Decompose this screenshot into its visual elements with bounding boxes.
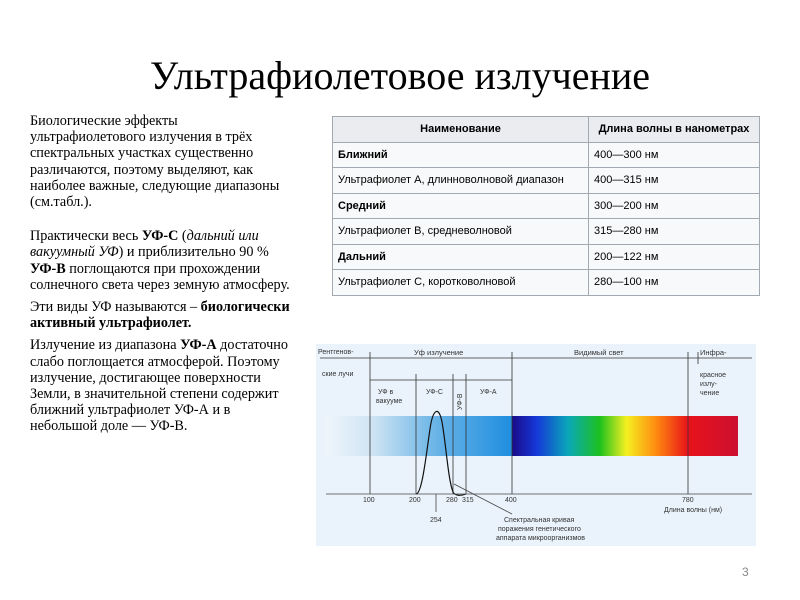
uva-term: УФ-А [180, 337, 217, 354]
text-span: поглощаются при прохождении солнечного света через земную атмосферу. [30, 260, 290, 293]
band-uvb-label: УФ-В [457, 393, 464, 410]
column-header-wavelength: Длина волны в нанометрах [589, 117, 760, 143]
row-range-cell: 315—280 нм [589, 219, 760, 245]
page-number: 3 [742, 565, 749, 579]
text-span: достаточно слабо поглощается атмосферой. Поэтому излучение, достигающее поверхности Земли, в значительной степени содержит ближний ультрафиолет УФ-А и в небольшой доле — УФ-В. [30, 337, 288, 435]
table-header-row [333, 117, 760, 143]
band-uva-label: УФ-А [480, 389, 497, 396]
row-range-cell: 200—122 нм [589, 244, 760, 270]
spectrum-figure [316, 344, 756, 546]
tick-label: 780 [682, 497, 694, 504]
table-row [333, 244, 760, 270]
table-row [333, 168, 760, 194]
band-vacuum-label: вакууме [376, 398, 403, 405]
text-span: ( [178, 228, 187, 245]
spectrum-diagram [316, 344, 756, 546]
row-name-cell: Средний [333, 193, 589, 219]
text-span: Практически весь [30, 228, 142, 245]
slide-title: Ультрафиолетовое излучение [149, 53, 651, 98]
tick-label: 100 [363, 497, 375, 504]
visible-band [512, 416, 688, 456]
table-row [333, 193, 760, 219]
ir-band [688, 416, 738, 456]
region-ir-label: чение [700, 390, 720, 397]
tick-label: 400 [505, 497, 517, 504]
row-name-cell: Ультрафиолет B, средневолновой [333, 219, 589, 245]
tick-label: 200 [409, 497, 421, 504]
text-span: ) и приблизительно 90 % [118, 244, 269, 261]
column-header-name: Наименование [333, 117, 589, 143]
band-vacuum-label: УФ в [378, 389, 394, 396]
row-range-cell: 280—100 нм [589, 270, 760, 296]
region-ir-label: красное [700, 372, 727, 379]
uvc-term: УФ-С [141, 228, 179, 245]
peak-label: 254 [430, 517, 442, 524]
curve-label: Спектральная кривая [504, 517, 575, 524]
row-range-cell: 300—200 нм [589, 193, 760, 219]
bioactive-term: биологически активный ультрафиолет. [30, 299, 290, 332]
tick-label: 280 [446, 497, 458, 504]
region-ir-label: излу- [700, 381, 717, 388]
row-name-cell: Дальний [333, 244, 589, 270]
text-span: Эти виды УФ называются – [30, 299, 201, 316]
uv-band [326, 416, 512, 456]
wavelength-table [332, 116, 760, 296]
band-uvc-label: УФ-С [426, 389, 443, 396]
axis-label: Длина волны (нм) [664, 507, 723, 514]
table-row [333, 270, 760, 296]
absorption-paragraph [30, 228, 290, 293]
tick-label: 315 [462, 497, 474, 504]
body-text [30, 113, 290, 435]
row-name-cell: Ближний [333, 142, 589, 168]
region-uv-label: Уф излучение [414, 348, 464, 357]
region-xray-label: ские лучи [322, 371, 354, 378]
intro-paragraph: Биологические эффекты ультрафиолетового излучения в трёх спектральных участках существенно различаются, поэтому выделяют, как наиболее важные, следующие диапазоны (см.табл.). [30, 113, 280, 211]
uva-paragraph [30, 337, 290, 434]
row-range-cell: 400—300 нм [589, 142, 760, 168]
bioactive-paragraph [30, 299, 290, 331]
table-row [333, 142, 760, 168]
table-row [333, 219, 760, 245]
text-span: Излучение из диапазона [30, 337, 181, 354]
region-ir-label: Инфра- [700, 348, 727, 357]
row-name-cell: Ультрафиолет А, длинноволновой диапазон [333, 168, 589, 194]
uvc-alias: дальний или вакуумный УФ [30, 228, 259, 261]
region-visible-label: Видимый свет [574, 348, 624, 357]
curve-label: поражения генетического [498, 526, 581, 533]
row-range-cell: 400—315 нм [589, 168, 760, 194]
uvb-term: УФ-В [30, 260, 66, 277]
row-name-cell: Ультрафиолет С, коротковолновой [333, 270, 589, 296]
curve-label: аппарата микроорганизмов [496, 535, 586, 542]
region-xray-label: Рентгенов- [318, 349, 354, 356]
